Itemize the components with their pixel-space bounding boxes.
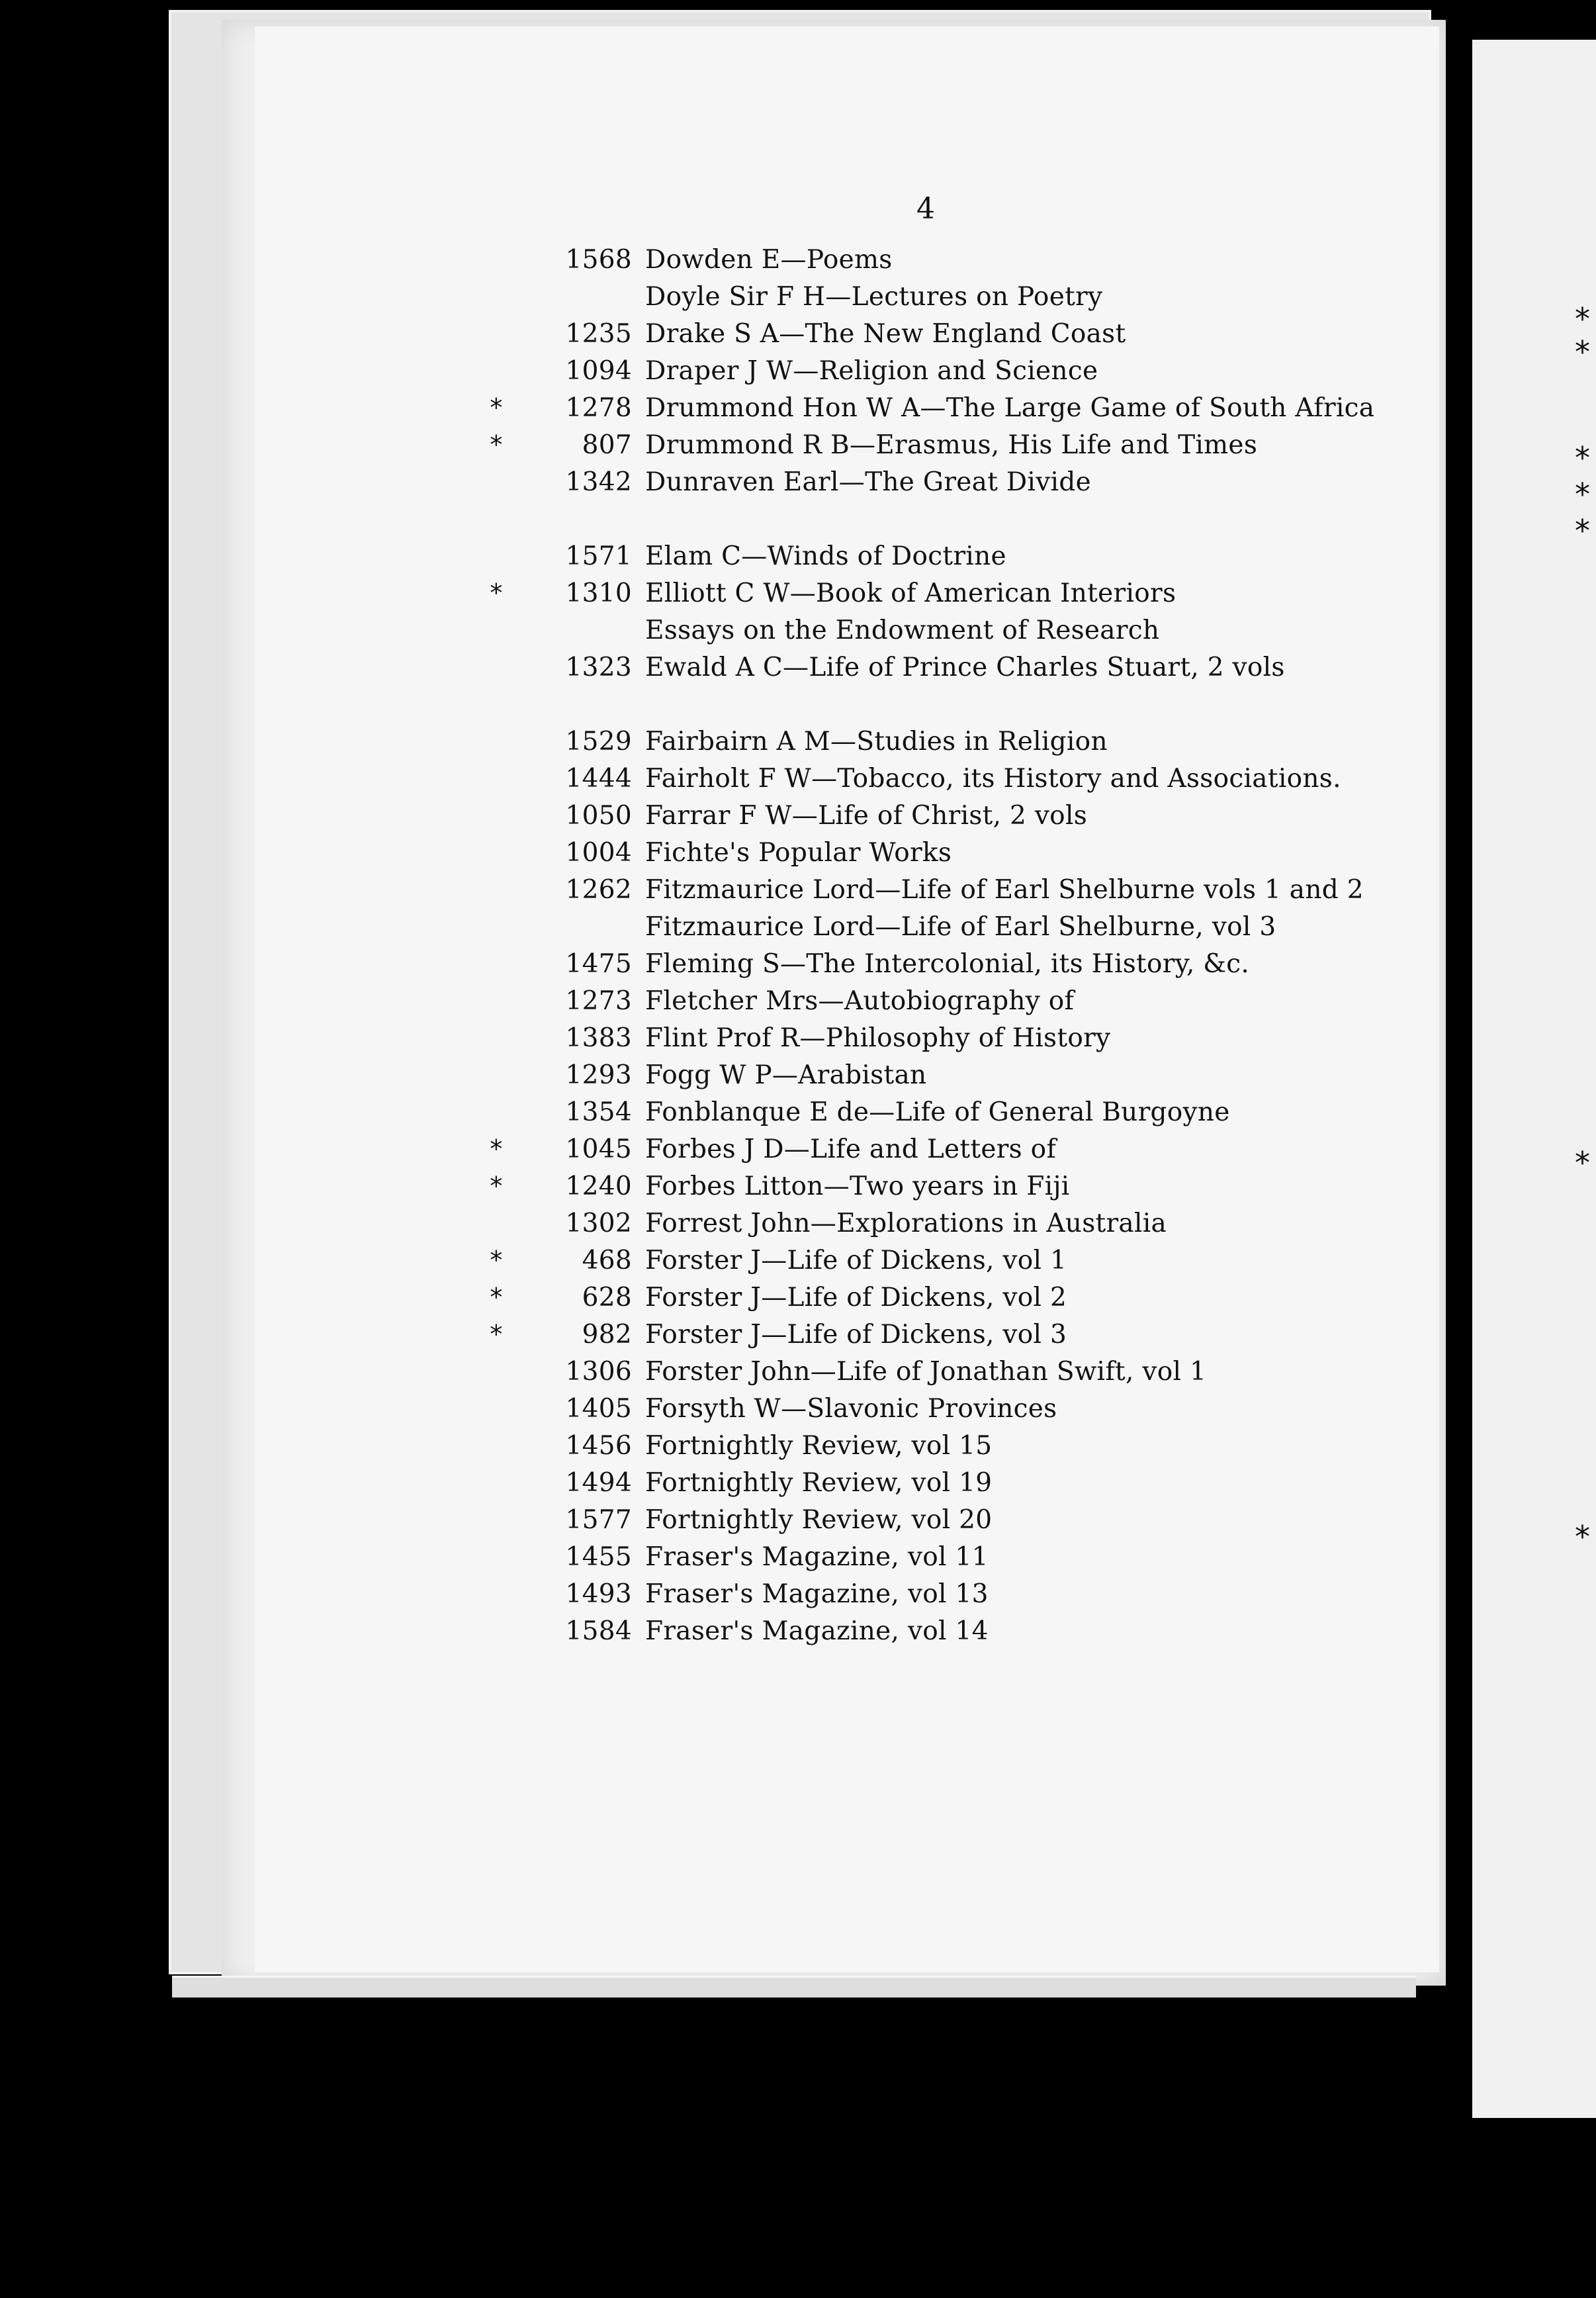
catalog-entry [463,986,1442,1023]
margin-asterisk: * [1575,1519,1590,1555]
adjacent-page-edge [1472,40,1596,2118]
catalog-entry [463,541,1442,578]
catalog-entry [463,1023,1442,1060]
catalog-entry [463,467,1442,504]
entry-title: Elam C—Winds of Doctrine [645,541,1006,571]
entry-title: Forbes J D—Life and Letters of [645,1134,1057,1164]
entry-title: Forster J—Life of Dickens, vol 3 [645,1320,1067,1350]
entry-title: Fogg W P—Arabistan [645,1060,927,1090]
entry-title: Draper J W—Religion and Science [645,356,1098,386]
margin-asterisk: * [1575,301,1590,337]
entry-title: Forster J—Life of Dickens, vol 2 [645,1283,1067,1312]
catalog-entry [463,578,1442,616]
entry-number: 1004 [565,838,632,868]
entry-number: 1383 [565,1023,632,1053]
entry-title: Fairbairn A M—Studies in Religion [645,727,1108,757]
catalog-entry [463,282,1442,319]
entry-title: Drake S A—The New England Coast [645,319,1126,349]
catalog-entry [463,653,1442,690]
entry-number: 1278 [565,393,632,423]
entry-title: Doyle Sir F H—Lectures on Poetry [645,282,1103,312]
margin-asterisk: * [1575,477,1590,512]
catalog-entry [463,1542,1442,1579]
catalog-entry [463,875,1442,912]
margin-asterisk: * [1575,513,1590,549]
catalog-entry [463,1060,1442,1097]
catalog-entry [463,1283,1442,1320]
entry-title: Fairholt F W—Tobacco, its History and Associations. [645,764,1341,794]
entry-number: 1306 [565,1357,632,1387]
entry-number: 1342 [565,467,632,497]
catalog-entry [463,912,1442,949]
entry-number: 1529 [565,727,632,757]
entry-title: Ewald A C—Life of Prince Charles Stuart, 2 vols [645,653,1285,682]
catalog-entry [463,1320,1442,1357]
entry-number: 1475 [565,949,632,979]
marker-asterisk: * [490,430,503,459]
entry-number: 1273 [565,986,632,1016]
entry-number: 1354 [565,1097,632,1127]
catalog-entry [463,1209,1442,1246]
catalog-entry [463,1172,1442,1209]
entry-number: 1094 [565,356,632,386]
entry-title: Fitzmaurice Lord—Life of Earl Shelburne, vol 3 [645,912,1276,942]
entry-number: 1310 [565,578,632,608]
catalog-entry [463,1246,1442,1283]
entry-number: 982 [582,1320,632,1350]
entry-number: 628 [582,1283,632,1312]
marker-asterisk: * [490,1172,503,1201]
entry-title: Fletcher Mrs—Autobiography of [645,986,1075,1016]
marker-asterisk: * [490,578,503,608]
catalog-entry [463,727,1442,764]
entry-number: 1568 [565,245,632,275]
marker-asterisk: * [490,1134,503,1164]
entry-title: Drummond R B—Erasmus, His Life and Times [645,430,1258,460]
entry-title: Fraser's Magazine, vol 13 [645,1579,989,1609]
entry-title: Fonblanque E de—Life of General Burgoyne [645,1097,1230,1127]
entry-number: 807 [582,430,632,460]
entry-title: Flint Prof R—Philosophy of History [645,1023,1111,1053]
entry-number: 1577 [565,1505,632,1535]
catalog-entry [463,949,1442,986]
catalog-entry [463,356,1442,393]
catalog-entry [463,1505,1442,1542]
entry-number: 1493 [565,1579,632,1609]
entry-number: 1405 [565,1394,632,1424]
entry-title: Farrar F W—Life of Christ, 2 vols [645,801,1088,831]
catalog-entry [463,1134,1442,1172]
entry-number: 1455 [565,1542,632,1572]
entry-number: 1456 [565,1431,632,1461]
entry-title: Fortnightly Review, vol 15 [645,1431,993,1461]
entry-number: 1302 [565,1209,632,1238]
catalog-entry [463,1097,1442,1134]
entry-number: 1571 [565,541,632,571]
entry-number: 1262 [565,875,632,905]
entry-number: 1584 [565,1616,632,1646]
entry-title: Elliott C W—Book of American Interiors [645,578,1176,608]
catalog-entry [463,1431,1442,1468]
entry-title: Fraser's Magazine, vol 11 [645,1542,989,1572]
entry-number: 1444 [565,764,632,794]
catalog-entry [463,319,1442,356]
catalog-entry [463,1579,1442,1616]
catalog-entry [463,393,1442,430]
entry-title: Fortnightly Review, vol 19 [645,1468,993,1498]
entry-title: Drummond Hon W A—The Large Game of South Africa [645,393,1375,423]
entry-title: Fleming S—The Intercolonial, its History, &c. [645,949,1250,979]
entry-title: Forbes Litton—Two years in Fiji [645,1172,1070,1201]
entry-number: 1323 [565,653,632,682]
margin-asterisk: * [1575,440,1590,476]
entry-title: Dowden E—Poems [645,245,893,275]
catalog-entry [463,1357,1442,1394]
marker-asterisk: * [490,1246,503,1275]
entry-title: Forster J—Life of Dickens, vol 1 [645,1246,1067,1275]
entry-title: Forster John—Life of Jonathan Swift, vol 1 [645,1357,1207,1387]
marker-asterisk: * [490,1283,503,1312]
catalog-entry [463,430,1442,467]
entry-title: Forsyth W—Slavonic Provinces [645,1394,1057,1424]
margin-asterisk: * [1575,334,1590,370]
catalog-entry [463,764,1442,801]
page-bottom-edge [172,1976,1416,1998]
entry-number: 468 [582,1246,632,1275]
catalog-entry [463,245,1442,282]
catalog-entry [463,1616,1442,1653]
catalog-entry [463,1468,1442,1505]
marker-asterisk: * [490,393,503,422]
entry-number: 1050 [565,801,632,831]
catalog-entry [463,1394,1442,1431]
entry-title: Essays on the Endowment of Research [645,616,1160,645]
catalog-entry [463,616,1442,653]
catalog-entry [463,838,1442,875]
entry-number: 1235 [565,319,632,349]
entry-title: Dunraven Earl—The Great Divide [645,467,1091,497]
entry-title: Fraser's Magazine, vol 14 [645,1616,989,1646]
page-number: 4 [916,192,935,226]
entry-title: Fichte's Popular Works [645,838,952,868]
entry-number: 1045 [565,1134,632,1164]
entry-title: Fortnightly Review, vol 20 [645,1505,993,1535]
entry-title: Fitzmaurice Lord—Life of Earl Shelburne vols 1 and 2 [645,875,1364,905]
entry-title: Forrest John—Explorations in Australia [645,1209,1167,1238]
entry-number: 1293 [565,1060,632,1090]
entry-number: 1240 [565,1172,632,1201]
marker-asterisk: * [490,1320,503,1349]
margin-asterisk: * [1575,1145,1590,1181]
catalog-entry [463,801,1442,838]
entry-number: 1494 [565,1468,632,1498]
